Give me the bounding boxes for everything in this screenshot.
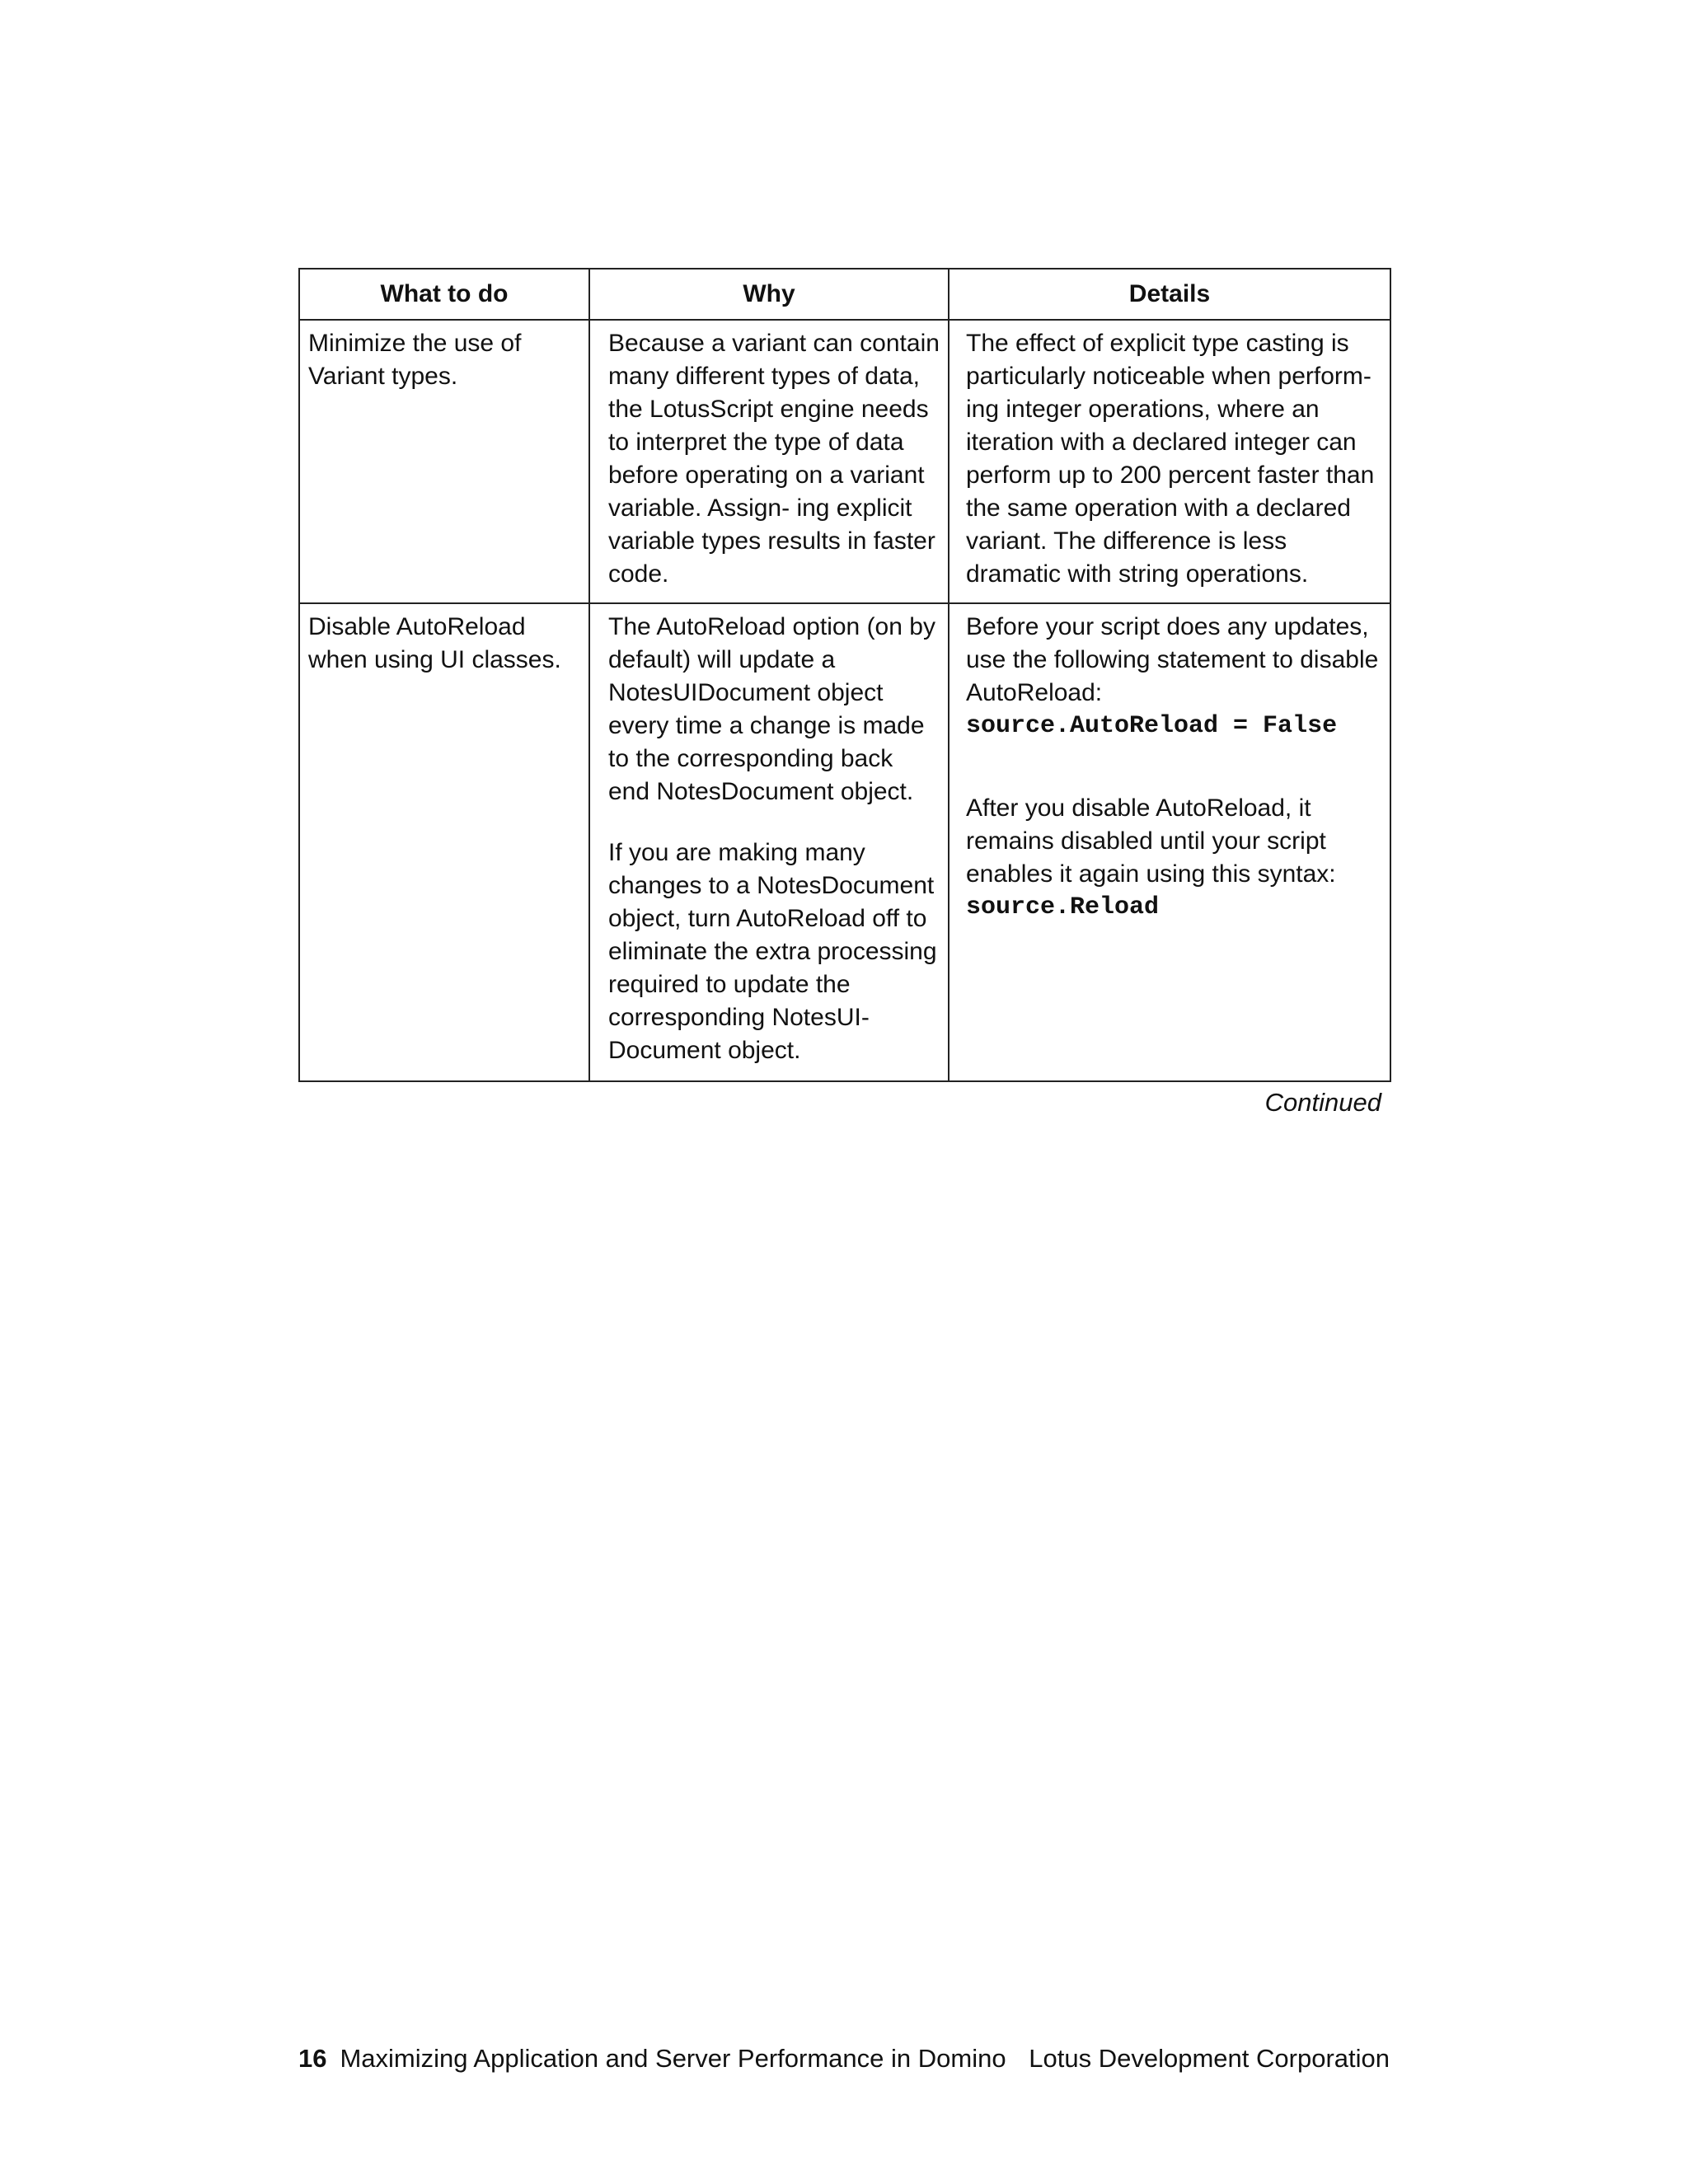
table-header-row [299,269,1390,320]
publisher-name: Lotus Development Corporation [1029,2044,1390,2073]
page-footer [298,2042,1390,2075]
cell-text: Minimize the use of Variant types. [308,330,522,390]
table-row [299,320,1390,603]
header-what-to-do: What to do [299,269,589,320]
cell-text: Before your script does any updates, use the following statement to disable AutoReload: [966,613,1379,706]
book-title: Maximizing Application and Server Performance in Domino [340,2044,1006,2073]
continued-note: Continued [1264,1088,1381,1117]
header-why: Why [589,269,949,320]
cell-what-to-do [299,320,589,603]
code-snippet: source.Reload [966,893,1160,921]
cell-text: Disable AutoReload when using UI classes. [308,613,561,673]
header-details: Details [949,269,1390,320]
cell-text: After you disable AutoReload, it remains disabled until your script enables it again using this syntax: [966,794,1336,888]
performance-tips-table [298,268,1391,1082]
cell-text: If you are making many changes to a NotesDocument object, turn AutoReload off to eliminate the extra processing required to update the corresponding NotesUI- Document object. [608,839,937,1064]
cell-text: The effect of explicit type casting is particularly noticeable when perform- ing integer operations, where an iteration with a declared integer can perform up to 200 percent faster than the same operation with a declared variant. The difference is less dramatic with string operations. [966,330,1375,588]
table-row [299,603,1390,1081]
cell-what-to-do [299,603,589,1081]
cell-details [949,320,1390,603]
cell-details [949,603,1390,1081]
cell-text: The AutoReload option (on by default) will update a NotesUIDocument object every time a change is made to the corresponding back end NotesDocument object. [608,613,935,805]
cell-text: Because a variant can contain many different types of data, the LotusScript engine needs to interpret the type of data before operating on a variant variable. Assign- ing explicit variable types results in faster code. [608,330,940,588]
cell-why [589,320,949,603]
footer-left [298,2042,1006,2075]
page-number: 16 [298,2044,327,2073]
cell-why [589,603,949,1081]
code-snippet: source.AutoReload = False [966,712,1338,740]
